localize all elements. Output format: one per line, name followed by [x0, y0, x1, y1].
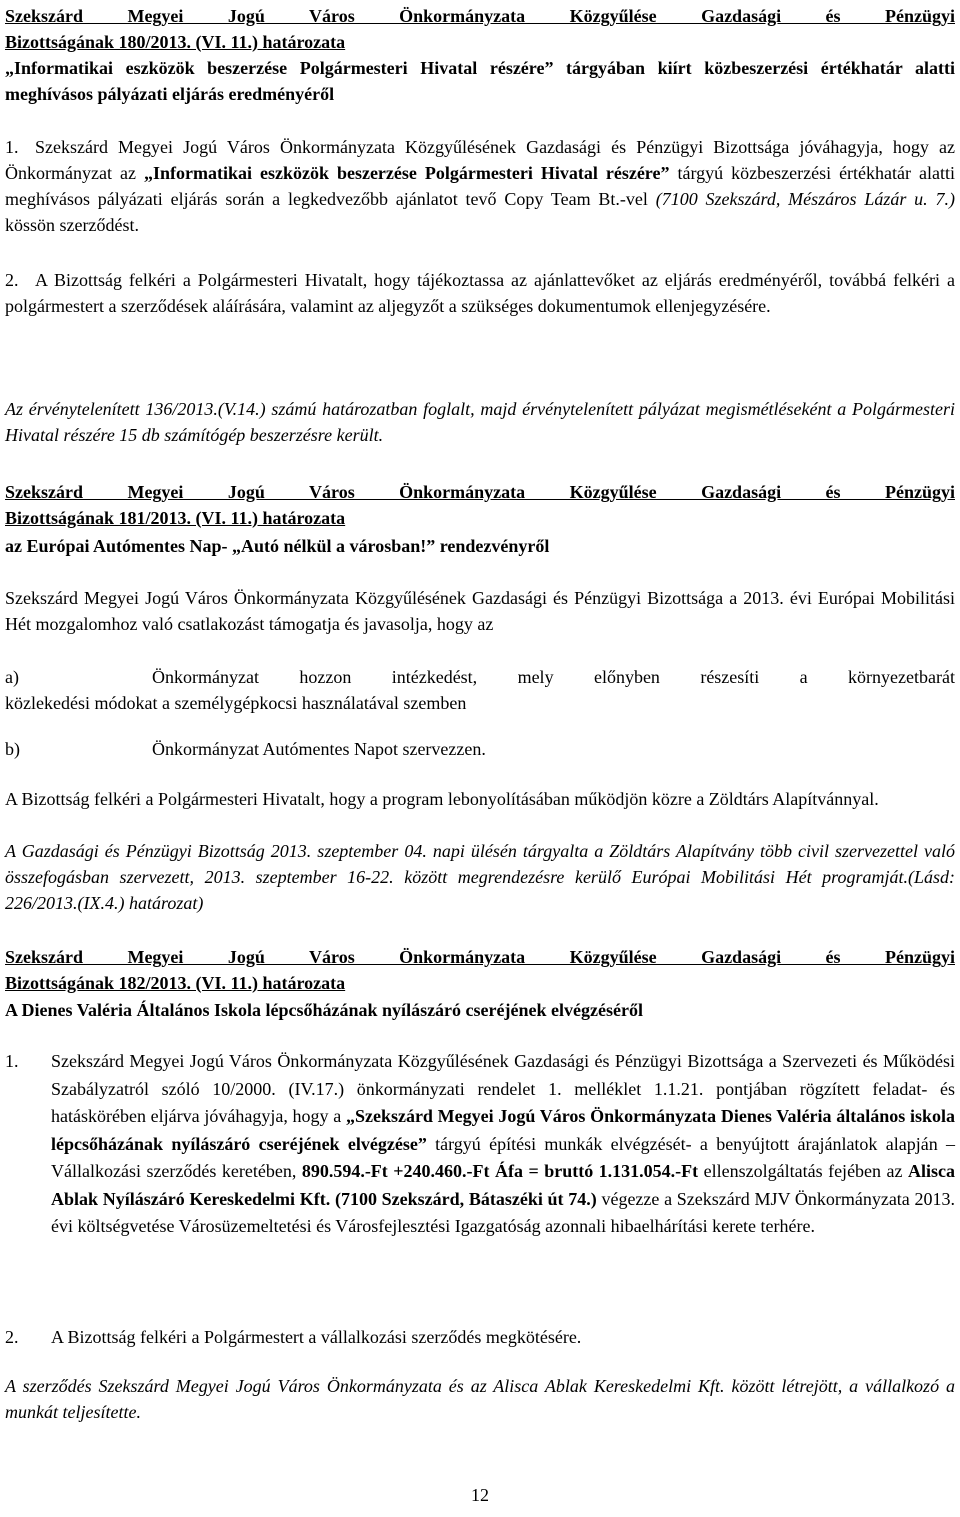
resolution-180-point-2: 2. A Bizottság felkéri a Polgármesteri Hivatalt, hogy tájékoztassa az ajánlattevőket az eljárás eredményéről, továbbá felkéri a polgármestert a szerződések aláírására, valamint az aljegyzőt a szükséges dokumentumok ellenjegyzésére. [5, 267, 955, 319]
resolution-181-item-b: b) Önkormányzat Autómentes Napot szervezzen. [5, 736, 955, 762]
heading-line-2: Bizottságának 181/2013. (VI. 11.) határozata [5, 508, 346, 528]
resolution-182-heading [5, 944, 955, 996]
point-number: 1. [5, 1051, 19, 1071]
resolution-181-note: A Gazdasági és Pénzügyi Bizottság 2013. szeptember 04. napi ülésén tárgyalta a Zöldtárs Alapítvány több civil szervezettel való összefogásban szervezett, 2013. szeptember 16-22. között megrendezésre kerülő Európai Mobilitási Hét programját.(Lásd: 226/2013.(IX.4.) határozat) [5, 841, 955, 913]
item-label: b) [5, 739, 20, 759]
resolution-182-point-2: 2. A Bizottság felkéri a Polgármestert a vállalkozási szerződés megkötésére. [5, 1324, 955, 1350]
heading-line-1: Szekszárd Megyei Jogú Város Önkormányzata Közgyűlése Gazdasági és Pénzügyi [5, 6, 955, 26]
resolution-180-subject: „Informatikai eszközök beszerzése Polgármesteri Hivatal részére” tárgyában kiírt közbeszerzési értékhatár alatti meghívásos pályázati eljárás eredményéről [5, 58, 955, 104]
heading-line-1: Szekszárd Megyei Jogú Város Önkormányzata Közgyűlése Gazdasági és Pénzügyi [5, 947, 955, 967]
point-number: 1. [5, 137, 19, 157]
resolution-181-intro: Szekszárd Megyei Jogú Város Önkormányzata Közgyűlésének Gazdasági és Pénzügyi Bizottsága a 2013. évi Európai Mobilitási Hét mozgalomhoz való csatlakozást támogatja és javasolja, hogy az [5, 588, 955, 634]
heading-line-2: Bizottságának 182/2013. (VI. 11.) határozata [5, 973, 346, 993]
item-label: a) [5, 667, 19, 687]
heading-line-1: Szekszárd Megyei Jogú Város Önkormányzata Közgyűlése Gazdasági és Pénzügyi [5, 482, 955, 502]
resolution-180-note: Az érvénytelenített 136/2013.(V.14.) számú határozatban foglalt, majd érvénytelenített pályázat megismétléseként a Polgármesteri Hivatal részére 15 db számítógép beszerzésre került. [5, 399, 955, 445]
resolution-182-subject: A Dienes Valéria Általános Iskola lépcsőházának nyílászáró cseréjének elvégzéséről [5, 1000, 643, 1020]
resolution-181-heading [5, 479, 955, 531]
resolution-180-heading [5, 3, 955, 55]
resolution-182-point-1: 1. Szekszárd Megyei Jogú Város Önkormányzata Közgyűlésének Gazdasági és Pénzügyi Bizottsága a Szervezeti és Működési Szabályzatról szóló 10/2000. (IV.17.) önkormányzati rendelet 1. melléklet 1.1.21. pontjában rögzített feladat- és hatáskörében eljárva jóváhagyja, hogy a „Szekszárd Megyei Jogú Város Önkormányzata Dienes Valéria általános iskola lépcsőházának nyílászáró cseréjének elvégzése” tárgyú építési munkák elvégzését- a benyújtott árajánlatok alapján – Vállalkozási szerződés keretében, 890.594.-Ft +240.460.-Ft Áfa = bruttó 1.131.054.-Ft ellenszolgáltatás fejében az Alisca Ablak Nyílászáró Kereskedelmi Kft. (7100 Szekszárd, Bátaszéki út 74.) végezze a Szekszárd MJV Önkormányzata 2013. évi költségvetése Városüzemeltetési és Városfejlesztési Igazgatóság azonnali hibaelhárítási kerete terhére. [5, 1048, 955, 1241]
heading-line-2: Bizottságának 180/2013. (VI. 11.) határozata [5, 32, 346, 52]
resolution-182-note: A szerződés Szekszárd Megyei Jogú Város Önkormányzata és az Alisca Ablak Kereskedelmi Kft. között létrejött, a vállalkozó a munkát teljesítette. [5, 1376, 955, 1422]
resolution-181-request: A Bizottság felkéri a Polgármesteri Hivatalt, hogy a program lebonyolításában működjön közre a Zöldtárs Alapítvánnyal. [5, 789, 879, 809]
page-number: 12 [471, 1485, 489, 1505]
resolution-181-item-a: a) Önkormányzat hozzon intézkedést, mely előnyben részesíti a környezetbarát közlekedési módokat a személygépkocsi használatával szemben [5, 664, 955, 716]
resolution-181-subject: az Európai Autómentes Nap- „Autó nélkül a városban!” rendezvényről [5, 536, 550, 556]
resolution-180-point-1: 1. Szekszárd Megyei Jogú Város Önkormányzata Közgyűlésének Gazdasági és Pénzügyi Bizottsága jóváhagyja, hogy az Önkormányzat az „Informatikai eszközök beszerzése Polgármesteri Hivatal részére” tárgyú közbeszerzési értékhatár alatti meghívásos pályázati eljárás során a legkedvezőbb ajánlatot tevő Copy Team Bt.-vel (7100 Szekszárd, Mészáros Lázár u. 7.) kössön szerződést. [5, 134, 955, 238]
point-number: 2. [5, 270, 19, 290]
point-number: 2. [5, 1327, 19, 1347]
